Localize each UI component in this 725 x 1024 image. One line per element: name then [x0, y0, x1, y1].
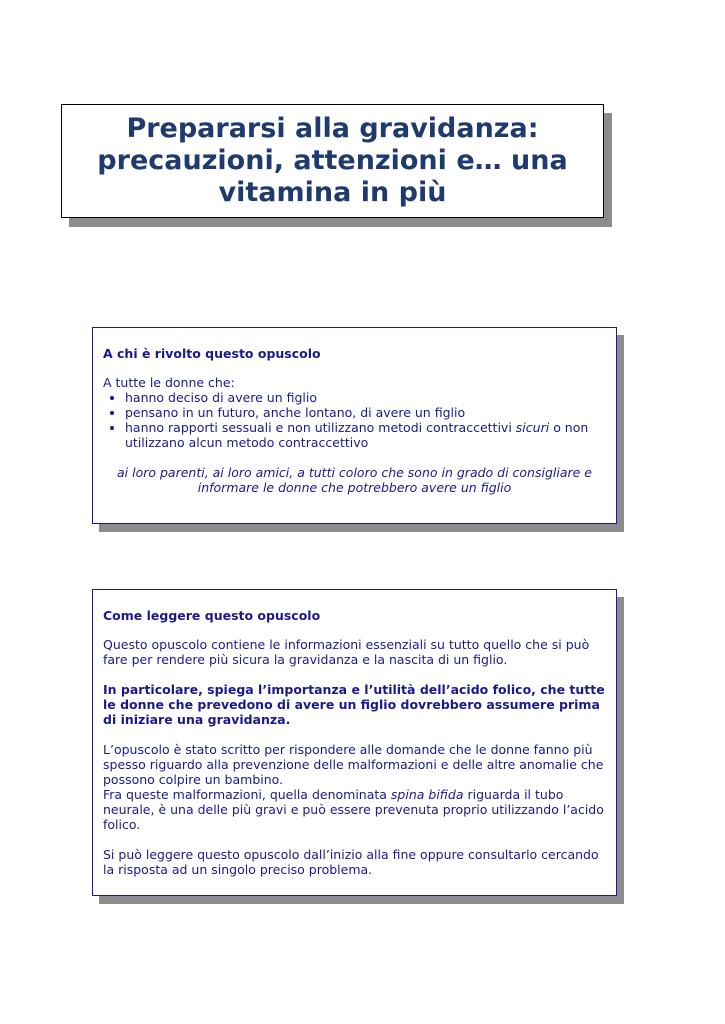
reading-paragraph-1: Questo opuscolo contiene le informazioni essenziali su tutto quello che si può fare per rendere più sicura la gravidanza e la nascita di un figlio.	[103, 637, 590, 667]
reading-heading: Come leggere questo opuscolo	[103, 608, 321, 623]
page-title: Prepararsi alla gravidanza: precauzioni, attenzioni e… una vitamina in più	[97, 113, 568, 208]
audience-heading: A chi è rivolto questo opuscolo	[103, 346, 321, 361]
bullet3-tail: o non utilizzano alcun metodo contraccettivo	[125, 420, 589, 450]
p4-end: riguarda il tubo neurale, è una delle più gravi e può essere prevenuta proprio utilizzando l’acido folico.	[103, 787, 604, 832]
list-item: • pensano in un futuro, anche lontano, di avere un figlio	[125, 405, 606, 420]
reading-paragraph-3: L’opuscolo è stato scritto per rispondere alle domande che le donne fanno più spesso riguardo alla prevenzione delle malformazioni e delle altre anomalie che possono colpire un bambino.	[103, 742, 604, 787]
audience-closing: ai loro parenti, ai loro amici, a tutti coloro che sono in grado di consigliare e informare le donne che potrebbero avere un figlio	[116, 465, 592, 495]
reading-box	[92, 589, 617, 896]
title-box	[61, 104, 604, 218]
bullet3-italic: sicuri	[515, 420, 550, 435]
audience-list	[103, 390, 606, 450]
reading-paragraph-2: In particolare, spiega l’importanza e l’utilità dell’acido folico, che tutte le donne che prevedono di avere un figlio dovrebbero assumere prima di iniziare una gravidanza.	[103, 682, 605, 727]
reading-paragraph-4	[103, 787, 606, 832]
list-item	[125, 420, 606, 450]
p4-italic: spina bifida	[390, 787, 464, 802]
audience-box	[92, 327, 617, 524]
list-item: • hanno deciso di avere un figlio	[125, 390, 606, 405]
reading-paragraph-5: Si può leggere questo opuscolo dall’inizio alla fine oppure consultarlo cercando la risposta ad un singolo preciso problema.	[103, 847, 599, 877]
bullet3-text: hanno rapporti sessuali e non utilizzano metodi contraccettivi	[125, 420, 512, 435]
audience-intro: A tutte le donne che:	[103, 375, 235, 390]
p4-start: Fra queste malformazioni, quella denominata	[103, 787, 387, 802]
